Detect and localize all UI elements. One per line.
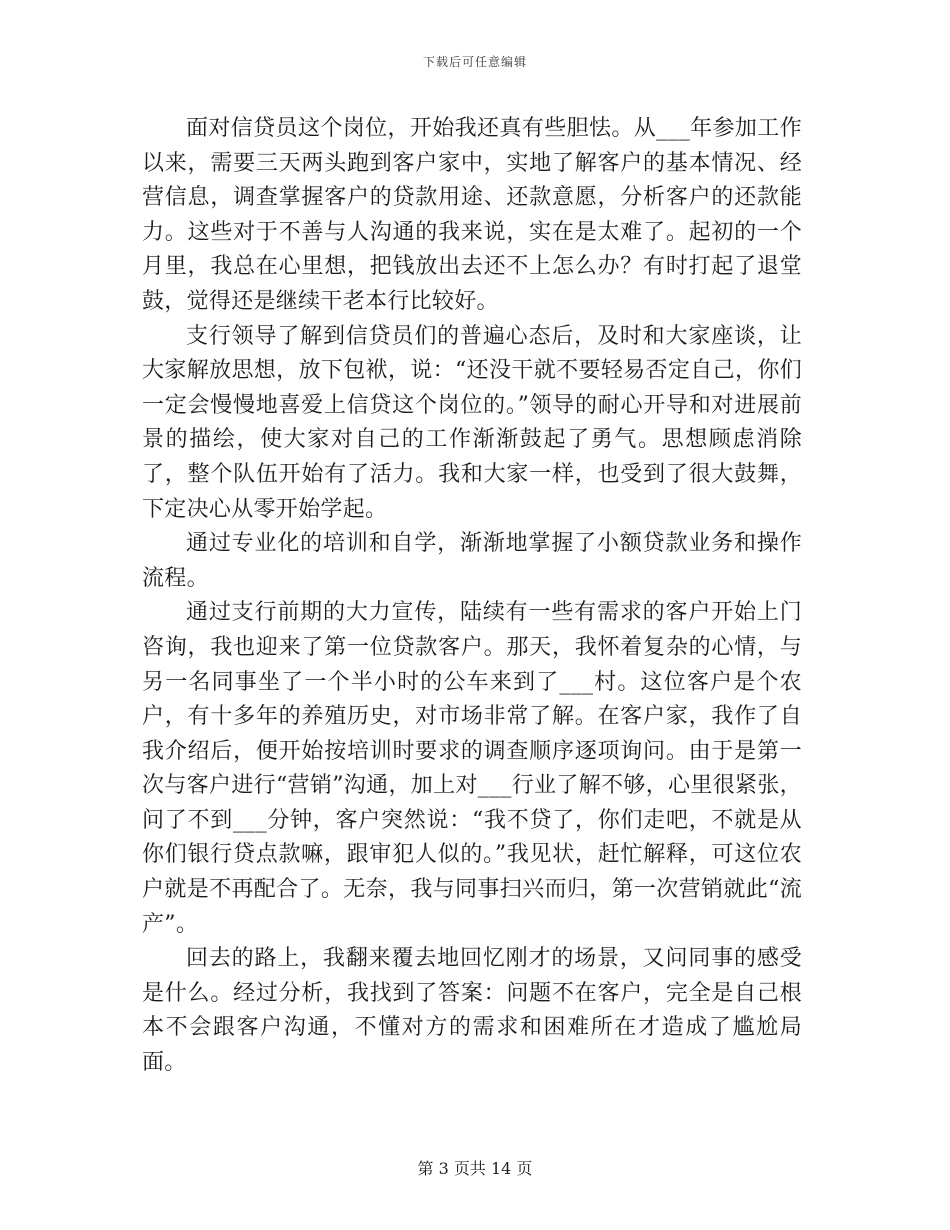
paragraph-2: 支行领导了解到信贷员们的普遍心态后，及时和大家座谈，让大家解放思想，放下包袱，说：“还没干就不要轻易否定自己，你们一定会慢慢地喜爱上信贷这个岗位的。”领导的耐心开导和对进展前景的描绘，使大家对自己的工作渐渐鼓起了勇气。思想顾虑消除了，整个队伍开始有了活力。我和大家一样，也受到了很大鼓舞，下定决心从零开始学起。	[142, 323, 802, 522]
paragraph-4: 通过支行前期的大力宣传，陆续有一些有需求的客户开始上门咨询，我也迎来了第一位贷款客户。那天，我怀着复杂的心情，与另一名同事坐了一个半小时的公车来到了___村。这位客户是个农户，有十多年的养殖历史，对市场非常了解。在客户家，我作了自我介绍后，便开始按培训时要求的调查顺序逐项询问。由于是第一次与客户进行“营销”沟通，加上对___行业了解不够，心里很紧张，问了不到___分钟，客户突然说：“我不贷了，你们走吧，不就是从你们银行贷点款嘛，跟审犯人似的。”我见状，赶忙解释，可这位农户就是不再配合了。无奈，我与同事扫兴而归，第一次营销就此“流产”。	[142, 600, 802, 937]
page-header: 下载后可任意编辑	[422, 55, 527, 69]
page-footer: 第 3 页共 14 页	[417, 1159, 533, 1178]
paragraph-5: 回去的路上，我翻来覆去地回忆刚才的场景，又问同事的感受是什么。经过分析，我找到了答案：问题不在客户，完全是自己根本不会跟客户沟通，不懂对方的需求和困难所在才造成了尴尬局面。	[142, 946, 802, 1076]
paragraph-1: 面对信贷员这个岗位，开始我还真有些胆怯。从___年参加工作以来，需要三天两头跑到客户家中，实地了解客户的基本情况、经营信息，调查掌握客户的贷款用途、还款意愿，分析客户的还款能力。这些对于不善与人沟通的我来说，实在是太难了。起初的一个月里，我总在心里想，把钱放出去还不上怎么办？有时打起了退堂鼓，觉得还是继续干老本行比较好。	[142, 116, 802, 314]
paragraph-3: 通过专业化的培训和自学，渐渐地掌握了小额贷款业务和操作流程。	[142, 531, 802, 591]
document-body	[142, 112, 802, 1081]
